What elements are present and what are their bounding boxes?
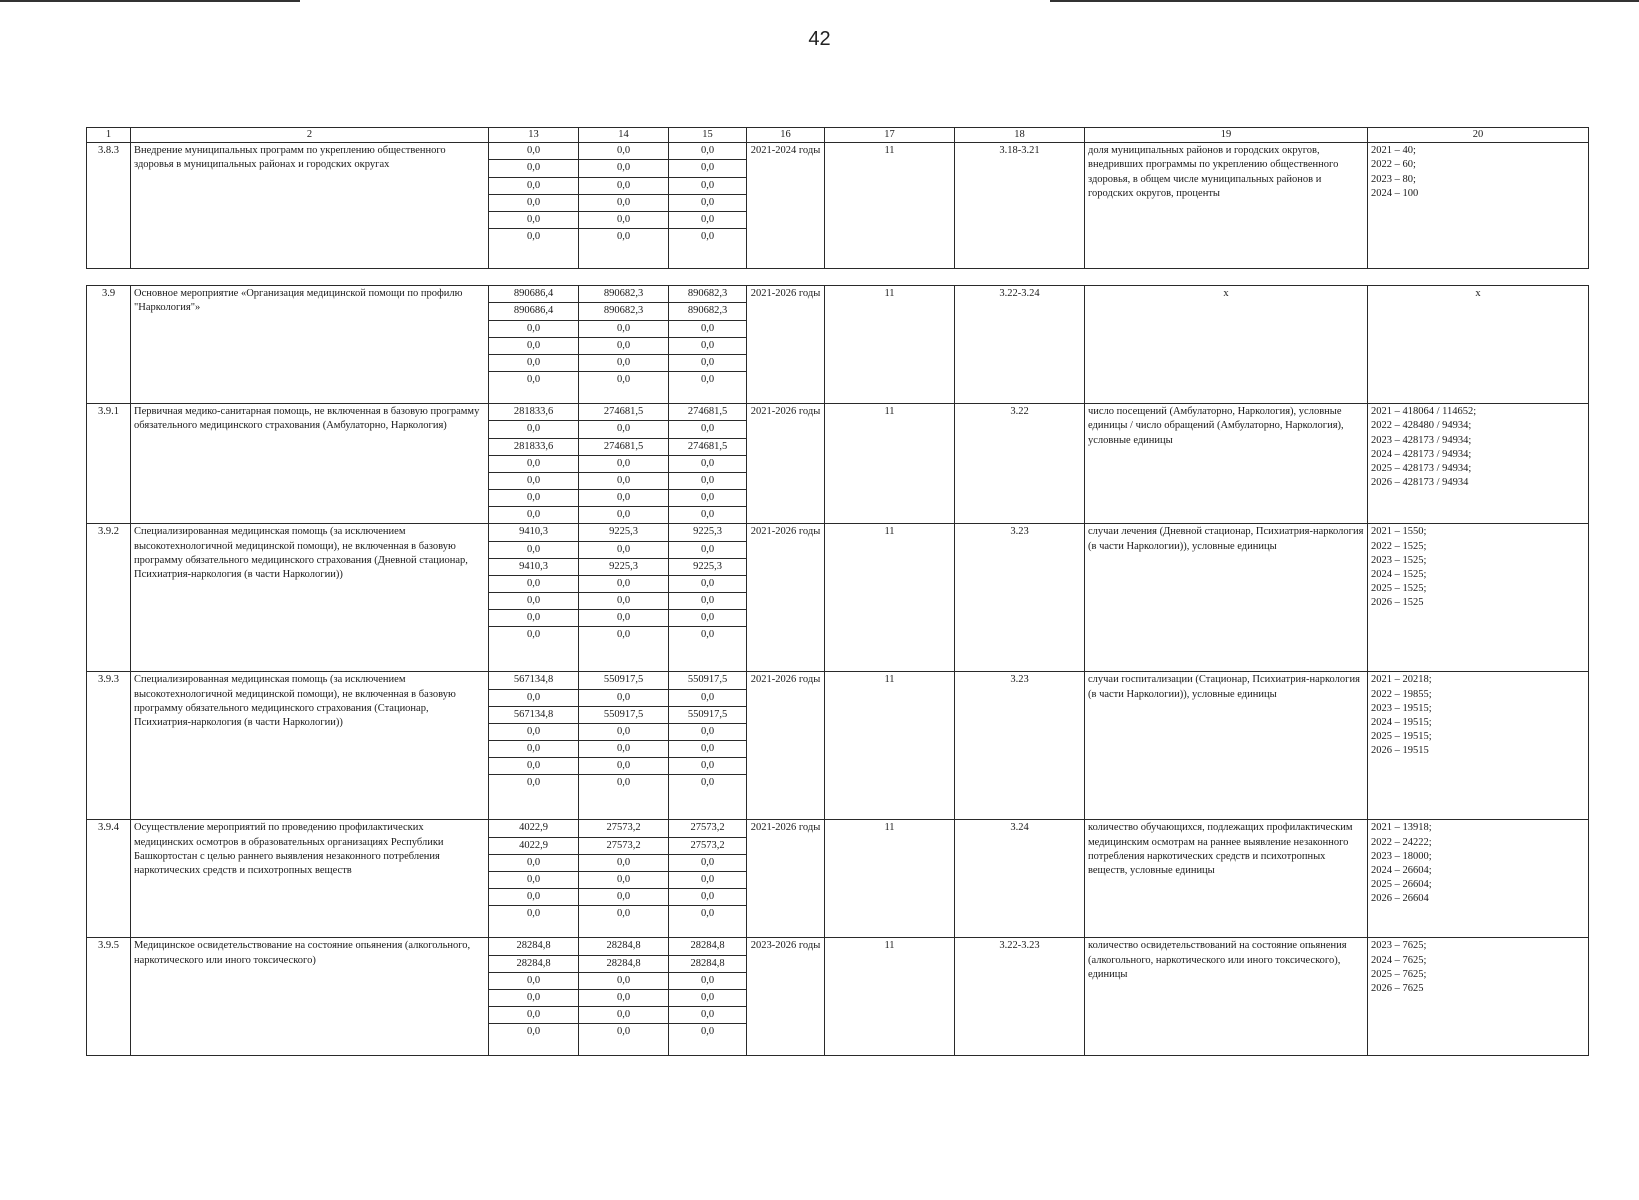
finance-cell-c13 [489,404,579,524]
table-row [87,286,1589,404]
finance-value: 0,0 [526,629,541,641]
finance-value: 890682,3 [669,286,746,303]
row-name: Внедрение муниципальных программ по укреплению общественного здоровья в муниципальных районах и городских округах [131,143,489,269]
finance-value: 0,0 [669,194,746,211]
finance-cell-c13 [489,820,579,938]
finance-value: 0,0 [669,689,746,706]
col17-cell: 11 [825,938,955,1056]
finance-value: 0,0 [669,177,746,194]
col18-cell: 3.22-3.23 [955,938,1085,1056]
finance-value: 0,0 [526,777,541,789]
finance-values [489,143,578,245]
finance-value: 28284,8 [489,955,578,972]
col18-cell: 3.18-3.21 [955,143,1085,269]
target-line: 2025 – 7625; [1371,968,1427,980]
target-line: 2023 – 7625; [1371,940,1427,952]
targets-cell [1368,404,1589,524]
target-line: 2021 – 13918; [1371,822,1432,834]
finance-cell-c14 [579,404,669,524]
finance-value: 28284,8 [489,938,578,955]
finance-values [579,286,668,388]
spacer-cell [87,269,1589,286]
finance-value: 28284,8 [579,938,668,955]
finance-value: 9225,3 [579,558,668,575]
finance-value: 0,0 [669,610,746,627]
header-cell: 18 [955,128,1085,143]
finance-value: 0,0 [489,1007,578,1024]
finance-value: 0,0 [489,575,578,592]
finance-value: 0,0 [669,211,746,228]
indicator-cell: количество обучающихся, подлежащих профилактическим медицинским осмотрам на раннее выявление незаконного потребления наркотических средств и психотропных веществ, условные единицы [1085,820,1368,938]
target-line: 2024 – 7625; [1371,954,1427,966]
header-cell: 14 [579,128,669,143]
finance-values [579,404,668,523]
finance-value: 0,0 [579,871,668,888]
finance-value: 0,0 [669,490,746,507]
finance-value: 0,0 [579,472,668,489]
finance-cell-c15 [669,143,747,269]
finance-cell-c15 [669,820,747,938]
finance-value: 9225,3 [579,524,668,541]
target-line: х [1475,288,1481,300]
finance-value: 281833,6 [489,438,578,455]
col18-cell: 3.23 [955,524,1085,672]
finance-value: 0,0 [700,374,715,386]
target-line: 2023 – 19515; [1371,702,1432,714]
finance-value: 0,0 [579,889,668,906]
targets-cell [1368,524,1589,672]
page-number: 42 [808,28,831,50]
finance-cell-c14 [579,672,669,820]
finance-value: 550917,5 [579,706,668,723]
finance-value: 0,0 [669,972,746,989]
finance-values [669,672,746,791]
finance-value: 0,0 [579,421,668,438]
finance-value: 890682,3 [669,303,746,320]
finance-values [489,286,578,388]
col18-cell: 3.24 [955,820,1085,938]
finance-value: 0,0 [669,472,746,489]
finance-value: 0,0 [489,160,578,177]
targets-cell [1368,938,1589,1056]
years-cell: 2021-2024 годы [747,143,825,269]
finance-value: 0,0 [616,629,631,641]
finance-value: 0,0 [669,889,746,906]
finance-value: 274681,5 [669,438,746,455]
years-cell: 2021-2026 годы [747,404,825,524]
targets-cell [1368,672,1589,820]
finance-value: 0,0 [579,143,668,160]
target-line: 2022 – 428480 / 94934; [1371,420,1472,432]
row-number: 3.9.1 [87,404,131,524]
row-name: Специализированная медицинская помощь (за исключением высокотехнологичной медицинской помощи), не включенная в базовую программу обязательного медицинского страхования (Стационар, Психиатрия-наркология (в части Наркологии)) [131,672,489,820]
finance-value: 28284,8 [579,955,668,972]
finance-cell-c15 [669,404,747,524]
finance-values [579,524,668,643]
finance-value: 0,0 [579,723,668,740]
finance-value: 0,0 [579,354,668,371]
target-line: 2024 – 1525; [1371,568,1427,580]
finance-value: 0,0 [489,689,578,706]
target-line: 2025 – 19515; [1371,731,1432,743]
finance-value: 0,0 [669,421,746,438]
finance-value: 0,0 [489,989,578,1006]
row-number: 3.9.4 [87,820,131,938]
finance-value: 0,0 [579,758,668,775]
finance-value: 4022,9 [489,820,578,837]
header-cell: 2 [131,128,489,143]
finance-value: 0,0 [526,374,541,386]
finance-value: 890682,3 [579,286,668,303]
finance-cell-c15 [669,672,747,820]
finance-value: 0,0 [616,509,631,521]
top-rule-right [1050,0,1639,2]
finance-value: 0,0 [489,337,578,354]
finance-values [579,938,668,1040]
finance-cell-c14 [579,143,669,269]
targets-cell [1368,286,1589,404]
target-line: 2023 – 428173 / 94934; [1371,434,1472,446]
finance-value: 0,0 [700,777,715,789]
finance-value: 0,0 [489,741,578,758]
row-number: 3.8.3 [87,143,131,269]
finance-value: 0,0 [579,337,668,354]
finance-value: 550917,5 [669,672,746,689]
target-line: 2021 – 1550; [1371,526,1427,538]
col17-cell: 11 [825,672,955,820]
row-number: 3.9.5 [87,938,131,1056]
finance-cell-c15 [669,524,747,672]
finance-value: 0,0 [669,723,746,740]
finance-value: 0,0 [579,854,668,871]
finance-value: 0,0 [579,1007,668,1024]
target-line: 2026 – 26604 [1371,893,1429,905]
finance-value: 0,0 [616,777,631,789]
row-name: Первичная медико-санитарная помощь, не включенная в базовую программу обязательного медицинского страхования (Амбулаторно, Наркология) [131,404,489,524]
finance-cell-c15 [669,938,747,1056]
finance-value: 0,0 [489,194,578,211]
header-cell: 13 [489,128,579,143]
finance-value: 0,0 [489,320,578,337]
table-row [87,820,1589,938]
finance-value: 0,0 [579,741,668,758]
col17-cell: 11 [825,524,955,672]
finance-values [579,143,668,245]
finance-value: 550917,5 [579,672,668,689]
row-number: 3.9.2 [87,524,131,672]
finance-values [669,524,746,643]
indicator-cell: количество освидетельствований на состояние опьянения (алкогольного, наркотического или иного токсического), единицы [1085,938,1368,1056]
finance-value: 0,0 [700,908,715,920]
finance-value: 0,0 [616,231,631,243]
finance-value: 0,0 [489,854,578,871]
col17-cell: 11 [825,404,955,524]
finance-values [489,404,578,523]
finance-value: 27573,2 [669,820,746,837]
finance-cell-c13 [489,938,579,1056]
finance-values [669,286,746,388]
finance-value: 0,0 [489,593,578,610]
years-cell: 2021-2026 годы [747,524,825,672]
finance-value: 0,0 [489,541,578,558]
finance-value: 0,0 [489,871,578,888]
finance-value: 0,0 [616,374,631,386]
header-row [87,128,1589,143]
finance-value: 0,0 [489,455,578,472]
finance-cell-c14 [579,524,669,672]
table-row [87,143,1589,269]
finance-value: 0,0 [579,177,668,194]
target-line: 2024 – 26604; [1371,864,1432,876]
finance-value: 0,0 [489,472,578,489]
targets-cell [1368,820,1589,938]
indicator-cell: х [1085,286,1368,404]
header-cell: 15 [669,128,747,143]
finance-value: 0,0 [700,509,715,521]
table-row [87,672,1589,820]
finance-value: 0,0 [489,421,578,438]
row-name: Осуществление мероприятий по проведению профилактических медицинских осмотров в образовательных организациях Республики Башкортостан с целью раннего выявления незаконного потребления наркотических средств и психотропных веществ [131,820,489,938]
target-line: 2024 – 19515; [1371,716,1432,728]
finance-value: 0,0 [700,629,715,641]
header-cell: 16 [747,128,825,143]
finance-value: 0,0 [579,320,668,337]
targets-cell [1368,143,1589,269]
indicator-cell: случаи лечения (Дневной стационар, Психиатрия-наркология (в части Наркологии)), условные единицы [1085,524,1368,672]
target-line: 2026 – 7625 [1371,982,1424,994]
indicator-cell: случаи госпитализации (Стационар, Психиатрия-наркология (в части Наркологии)), условные единицы [1085,672,1368,820]
finance-cell-c14 [579,820,669,938]
finance-value: 0,0 [579,160,668,177]
finance-values [669,938,746,1040]
col17-cell: 11 [825,143,955,269]
years-cell: 2023-2026 годы [747,938,825,1056]
target-line: 2021 – 40; [1371,145,1416,157]
target-line: 2025 – 428173 / 94934; [1371,462,1472,474]
indicator-cell: число посещений (Амбулаторно, Наркология), условные единицы / число обращений (Амбулаторно, Наркология), условные единицы [1085,404,1368,524]
table-row [87,404,1589,524]
finance-value: 0,0 [526,509,541,521]
header-cell: 20 [1368,128,1589,143]
finance-value: 27573,2 [579,820,668,837]
finance-value: 0,0 [526,1026,541,1038]
finance-values [669,143,746,245]
finance-value: 0,0 [489,723,578,740]
finance-value: 0,0 [616,1026,631,1038]
finance-value: 0,0 [526,908,541,920]
target-line: 2026 – 19515 [1371,745,1429,757]
target-line: 2023 – 80; [1371,173,1416,185]
finance-value: 0,0 [489,490,578,507]
finance-value: 0,0 [579,689,668,706]
table-row [87,938,1589,1056]
finance-value: 0,0 [700,231,715,243]
finance-value: 274681,5 [579,438,668,455]
finance-value: 27573,2 [669,837,746,854]
finance-value: 0,0 [579,211,668,228]
target-line: 2022 – 1525; [1371,540,1427,552]
finance-value: 0,0 [579,455,668,472]
finance-value: 9225,3 [669,524,746,541]
years-cell: 2021-2026 годы [747,286,825,404]
finance-value: 0,0 [616,908,631,920]
finance-value: 0,0 [669,741,746,758]
years-cell: 2021-2026 годы [747,672,825,820]
indicator-cell: доля муниципальных районов и городских округов, внедривших программы по укреплению общественного здоровья, в общем числе муниципальных районов и городских округов, проценты [1085,143,1368,269]
finance-values [579,672,668,791]
target-line: 2026 – 1525 [1371,597,1424,609]
finance-value: 0,0 [579,989,668,1006]
finance-cell-c14 [579,938,669,1056]
finance-value: 0,0 [669,1007,746,1024]
program-table [86,127,1589,1056]
row-name: Медицинское освидетельствование на состояние опьянения (алкогольного, наркотического или иного токсического) [131,938,489,1056]
finance-value: 0,0 [579,610,668,627]
target-line: 2023 – 18000; [1371,850,1432,862]
finance-value: 0,0 [526,231,541,243]
finance-value: 0,0 [489,889,578,906]
finance-value: 0,0 [669,337,746,354]
finance-cell-c13 [489,143,579,269]
finance-value: 0,0 [489,211,578,228]
finance-value: 0,0 [489,610,578,627]
finance-values [579,820,668,922]
finance-value: 0,0 [579,575,668,592]
finance-value: 0,0 [669,989,746,1006]
finance-value: 9225,3 [669,558,746,575]
header-cell: 19 [1085,128,1368,143]
target-line: 2024 – 428173 / 94934; [1371,448,1472,460]
finance-value: 9410,3 [489,558,578,575]
finance-value: 550917,5 [669,706,746,723]
finance-value: 0,0 [669,871,746,888]
finance-value: 0,0 [700,1026,715,1038]
target-line: 2022 – 24222; [1371,836,1432,848]
finance-value: 28284,8 [669,955,746,972]
finance-values [489,672,578,791]
finance-value: 890686,4 [489,303,578,320]
finance-value: 28284,8 [669,938,746,955]
finance-value: 0,0 [579,972,668,989]
finance-value: 274681,5 [579,404,668,421]
finance-value: 0,0 [669,593,746,610]
finance-values [489,524,578,643]
finance-cell-c13 [489,286,579,404]
finance-values [489,820,578,922]
header-cell: 17 [825,128,955,143]
finance-value: 567134,8 [489,672,578,689]
finance-value: 274681,5 [669,404,746,421]
finance-cell-c13 [489,672,579,820]
finance-value: 0,0 [489,177,578,194]
finance-value: 0,0 [669,143,746,160]
finance-value: 0,0 [489,972,578,989]
header-cell: 1 [87,128,131,143]
finance-value: 0,0 [579,541,668,558]
finance-cell-c14 [579,286,669,404]
table-row [87,524,1589,672]
finance-value: 0,0 [579,194,668,211]
finance-value: 27573,2 [579,837,668,854]
top-rule-left [0,0,300,2]
col18-cell: 3.22 [955,404,1085,524]
finance-value: 0,0 [579,593,668,610]
finance-value: 281833,6 [489,404,578,421]
finance-value: 890686,4 [489,286,578,303]
row-number: 3.9.3 [87,672,131,820]
finance-value: 0,0 [669,160,746,177]
finance-value: 0,0 [669,354,746,371]
finance-value: 0,0 [669,575,746,592]
spacer-row [87,269,1589,286]
finance-values [669,820,746,922]
target-line: 2021 – 20218; [1371,674,1432,686]
row-name: Специализированная медицинская помощь (за исключением высокотехнологичной медицинской помощи), не включенная в базовую программу обязательного медицинского страхования (Дневной стационар, Психиатрия-наркология (в части Наркологии)) [131,524,489,672]
col17-cell: 11 [825,820,955,938]
col18-cell: 3.23 [955,672,1085,820]
finance-value: 0,0 [669,541,746,558]
finance-value: 0,0 [669,758,746,775]
target-line: 2021 – 418064 / 114652; [1371,406,1477,418]
row-name: Основное мероприятие «Организация медицинской помощи по профилю "Наркология"» [131,286,489,404]
finance-values [489,938,578,1040]
col18-cell: 3.22-3.24 [955,286,1085,404]
target-line: 2022 – 19855; [1371,688,1432,700]
finance-cell-c15 [669,286,747,404]
finance-value: 0,0 [489,143,578,160]
finance-value: 9410,3 [489,524,578,541]
target-line: 2023 – 1525; [1371,554,1427,566]
row-number: 3.9 [87,286,131,404]
target-line: 2022 – 60; [1371,159,1416,171]
finance-values [669,404,746,523]
finance-cell-c13 [489,524,579,672]
finance-value: 4022,9 [489,837,578,854]
finance-value: 0,0 [489,758,578,775]
finance-value: 0,0 [669,320,746,337]
finance-value: 0,0 [579,490,668,507]
col17-cell: 11 [825,286,955,404]
target-line: 2025 – 1525; [1371,583,1427,595]
finance-value: 0,0 [669,854,746,871]
years-cell: 2021-2026 годы [747,820,825,938]
target-line: 2026 – 428173 / 94934 [1371,477,1469,489]
finance-value: 0,0 [669,455,746,472]
target-line: 2025 – 26604; [1371,879,1432,891]
target-line: 2024 – 100 [1371,187,1419,199]
finance-value: 0,0 [489,354,578,371]
finance-value: 890682,3 [579,303,668,320]
finance-value: 567134,8 [489,706,578,723]
